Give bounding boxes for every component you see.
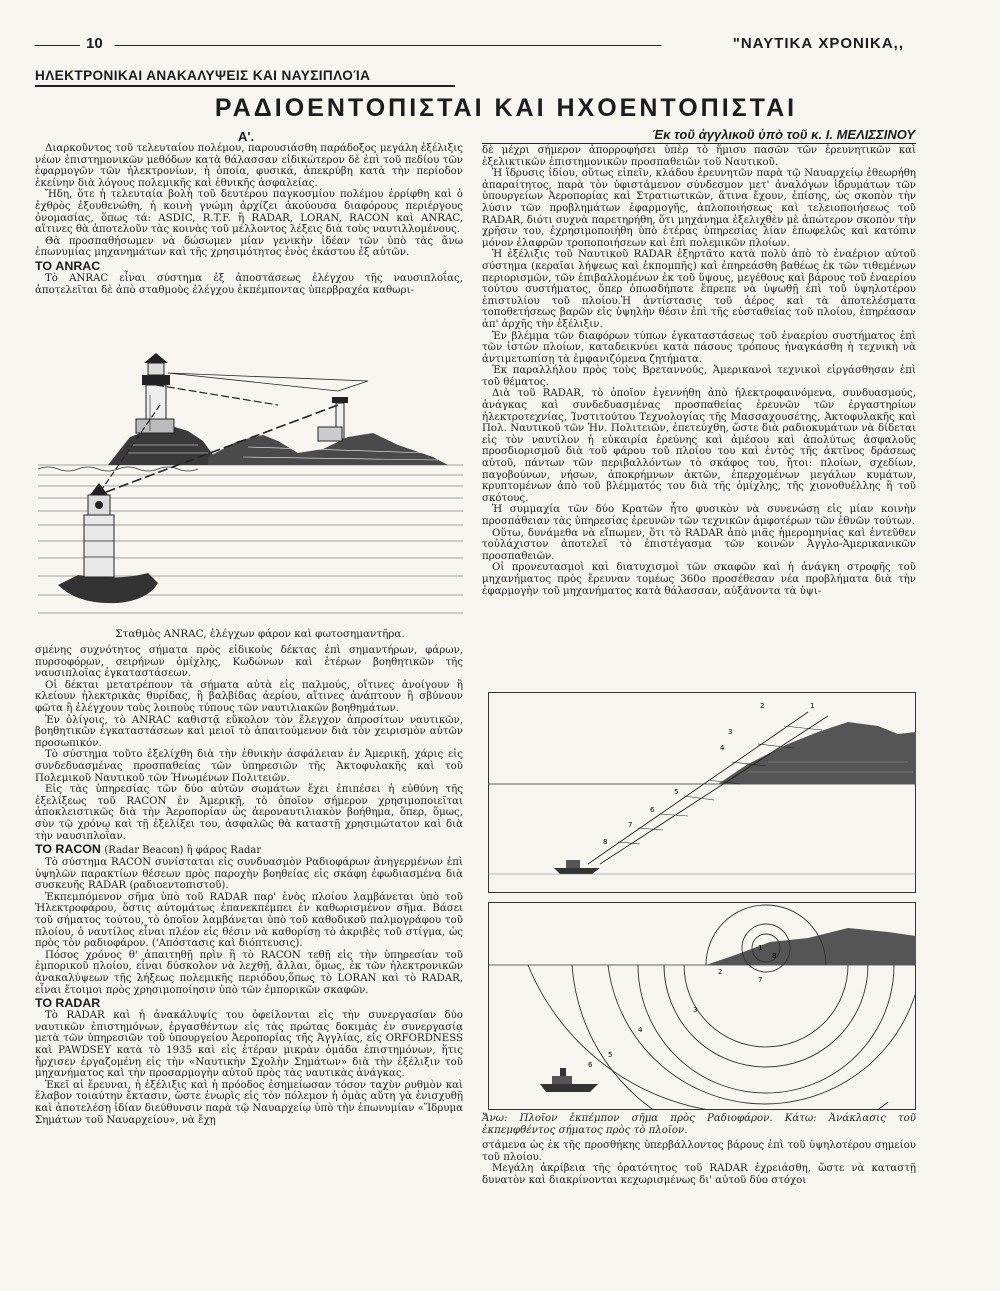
- radar-diagrams: [488, 692, 916, 1110]
- page-number: 10: [86, 35, 103, 52]
- diagram-label: 1: [810, 702, 815, 710]
- anrac-station-illustration: [38, 345, 463, 625]
- paragraph: Ἐν ὀλίγοις, τὸ ANRAC καθιστᾷ εὔκολον τὸν ἔλεγχον ἀπροσίτων ναυτικῶν, βοηθητικῶν ἐγκαταστάσεων καὶ μειοῖ τὸ ἀπαιτούμενον διὰ τὸν χειρισμὸν αὐτῶν προσωπικόν.: [35, 714, 463, 749]
- paragraph: Τὸ ANRAC εἶναι σύστημα ἐξ ἀποστάσεως ἐλέγχου τῆς ναυσιπλοΐας, ἀποτελεῖται δὲ ἀπὸ σταθμοὺς ἐλέγχου ἐκπέμποντας ὑπερβραχέα καθωρι-: [35, 272, 463, 296]
- diagram-label: 5: [608, 1051, 613, 1059]
- paragraph: Εἰς τὰς ὑπηρεσίας τῶν δύο αὐτῶν σωμάτων ἔχει ἐπιπέσει ἡ εὐθύνη τῆς ἐξελίξεως τοῦ RACON ἐν Ἀμερικῇ, τὸ ὁποῖον σήμερον χρησιμοποιεῖται ἀποκλειστικῶς διὰ τὴν Ἀεροπορίαν ὡς ἀεροναυτιλιακὸν βοήθημα, ὅπερ, ὅμως, σὺν τῷ χρόνῳ καὶ τῇ ἐξελίξει του, ἀσφαλῶς θὰ καταστῇ χρησιμώτατον καὶ διὰ τὴν ναυσιπλοΐαν.: [35, 784, 463, 842]
- paragraph: Ἡ συμμαχία τῶν δύο Κρατῶν ἦτο φυσικὸν νὰ συνενώσῃ εἰς μίαν κοινὴν προσπάθειαν τὰς ὑπηρεσίας ἐρευνῶν τῶν τεχνικῶν ἀμφοτέρων τῶν ἐθνῶν τούτων.: [482, 504, 916, 527]
- caption-text: Ἄνω: Πλοῖον ἐκπέμπον σῆμα πρὸς Ραδιοφάρον. Κάτω: Ἀνάκλασις τοῦ ἐκπεμφθέντος σήματος πρὸς τὸ πλοῖον.: [482, 1113, 916, 1136]
- journal-title: "ΝΑΥΤΙΚΑ ΧΡΟΝΙΚΑ,,: [732, 35, 904, 52]
- byline-rule: [482, 143, 916, 144]
- paragraph: δὲ μέχρι σήμερον ἀπορροφήσει ὑπὲρ τὸ ἥμισυ πασῶν τῶν ἐρευνητικῶν καὶ ἐξελικτικῶν ἐπιστημονικῶν προσπαθειῶν τοῦ Ναυτικοῦ.: [482, 145, 916, 168]
- diagram-label: 1: [758, 944, 763, 952]
- paragraph: Ἐκ παραλλήλου πρὸς τοὺς Βρεταννούς, Ἀμερικανοὶ τεχνικοὶ εἰργάσθησαν ἐπὶ τοῦ θέματος.: [482, 365, 916, 388]
- heading-racon-text: ΤΟ RACON: [35, 842, 101, 857]
- part-number: Α'.: [238, 129, 255, 144]
- heading-racon-note: (Radar Beacon) ἢ φάρος Radar: [104, 845, 262, 857]
- paragraph: Ἐκπεμπόμενον σῆμα ὑπὸ τοῦ RADAR παρ' ἑνὸς πλοίου λαμβάνεται ὑπὸ τοῦ Ἠλεκτροφάρου, ὅστις αὐτομάτως ἐπανεκπέμπει ἐν καθωρισμένον σῆμα. Βάσει τοῦ σήματος τούτου, τὸ ὁποῖον λαμβάνεται ὑπὸ τοῦ καθοδικοῦ παλμογράφου τοῦ πλοίου, ὁ ναυτίλος εἶναι πλέον εἰς θέσιν νὰ καθορίσῃ τὸ ἀκριβὲς τοῦ στίγμα, ὡς πρὸς τὸν ραδιοφάρον. ('Απόστασις καὶ διόπτευσις).: [35, 891, 463, 950]
- diagram-label: 3: [693, 1006, 698, 1014]
- byline: Έκ τοῦ ἀγγλικοῦ ὑπὸ τοῦ κ. Ι. ΜΕΛΙΣΣΙΝΟΥ: [652, 127, 915, 142]
- header-rule-middle: [115, 45, 661, 46]
- paragraph: Ἐν βλέμμα τῶν διαφόρων τύπων ἐγκαταστάσεως τοῦ ἐναερίου συστήματος ἐπὶ τῶν ἱστῶν πλοίων, καταδεικνύει κατὰ πάσους τρόπους ἠναγκάσθη ἡ τεχνικὴ νὰ ἀντιμετωπίσῃ τὰ ἐμφανιζόμενα ζητήματα.: [482, 330, 916, 365]
- paragraph: Τὸ σύστημα RACON συνίσταται εἰς συνδυασμὸν Ραδιοφάρων ἀνηγερμένων ἐπὶ ὑψηλῶν παρακτίων θέσεων πρὸς παροχὴν βοηθείας εἰς σκάφη ἐφωδιασμένα διὰ συσκευῆς RADAR (ραδιοεντοπιστοῦ).: [35, 857, 463, 892]
- figure-caption-radar: [482, 1113, 916, 1187]
- paragraph: Διὰ τοῦ RADAR, τὸ ὁποῖον ἐγεννήθη ἀπὸ ἠλεκτροφαινόμενα, συνδυασμούς, ἀνάγκας καὶ συνδεδυασμένας προσπαθείας ἐρευνῶν τῶν ἐργαστηρίων ἠλεκτροτεχνίας, Ἰνστιτούτου Τεχνολογίας τῆς Μασσαχουσέτης, Ἀκτοφυλακῆς καὶ Πολ. Ναυτικοῦ τῶν Ἡν. Πολιτειῶν, ἐπετεύχθη, ὥστε διὰ ραδιοκυμάτων νὰ δίδεται εἰς τὸν ναυτίλον ἡ εὐκαιρία ἐρεύνης καὶ ἀμέσου καὶ ἀπολύτως ἀσφαλοῦς προσδιορισμοῦ διὰ τοῦ φάρου τοῦ πλοίου του καὶ ἐντὸς τῆς ἀκτῖνος δράσεως αὐτοῦ, πάντων τῶν περιβαλλόντων τὸ σκάφος του, ἤτοι: πλοίων, σχεδίων, παγοβούνων, νήσων, ἀποκρήμνων ἀκτῶν, ἐπερχομένων μεγάλων κυμάτων, κρυπτομένων ἀπὸ τοῦ βλέμματός του διὰ τῆς ὀμίχλης, τῆς χιονοθυέλλης ἢ τοῦ σκότους.: [482, 388, 916, 504]
- column-2-body: [482, 145, 916, 597]
- paragraph: Διαρκοῦντος τοῦ τελευταίου πολέμου, παρουσιάσθη παράδοξος μεγάλη ἐξέλιξις νέων ἐπιστημονικῶν μεθόδων κατὰ θάλασσαν εἰδικώτερον δὲ ἐπὶ τοῦ πεδίου τῶν ἐφαρμογῶν τῶν ἠλεκτρονίων, ἡ ὁποία, φυσικά, ἀπεκρύβη κατὰ τὴν περίοδον ἐκείνην διὰ λόγους πολεμικῆς καὶ ἐθνικῆς ἀσφαλείας.: [35, 143, 463, 189]
- heading-radar: ΤΟ RADAR: [35, 996, 101, 1011]
- paragraph: σμένης συχνότητος σήματα πρὸς εἰδικοὺς δέκτας ἐπὶ σημαντήρων, φάρων, πυρσοφόρων, σειρήνων ὀμίχλης, Κωδώνων καὶ ἑτέρων βοηθητικῶν τῆς ναυσιπλοΐας ἐγκαταστάσεων.: [35, 645, 463, 680]
- paragraph: Ἐκεῖ αἱ ἔρευναι, ἡ ἐξέλιξις καὶ ἡ πρόοδος ἐσημείωσαν τόσον ταχὺν ρυθμὸν καὶ ἔλαβον τοιαύτην ἔκτασιν, ὥστε ἐνωρὶς εἰς τὸν πόλεμον ἡ ὁμὰς αὕτη γὰ ἐνισχυθῇ καὶ ἀποτελέσῃ ἰδίαν διεύθυνσιν παρὰ τῷ Ναυαρχείῳ ὑπὸ τὴν ἐπωνυμίαν «Ἵδρυμα Σημάτων τοῦ Ναυαρχείου», νὰ ἔχῃ: [35, 1079, 463, 1126]
- diagram-label: 4: [638, 1026, 643, 1034]
- article-title: ΡΑΔΙΟΕΝΤΟΠΙΣΤΑΙ ΚΑΙ ΗΧΟΕΝΤΟΠΙΣΤΑΙ: [214, 94, 798, 122]
- diagram-label: 2: [718, 968, 723, 976]
- diagram-label: 2: [760, 702, 765, 710]
- column-1-body: [35, 645, 463, 1126]
- heading-racon: [35, 843, 463, 857]
- diagram-label: 7: [628, 821, 633, 829]
- heading-anrac: ΤΟ ANRAC: [35, 258, 101, 273]
- figure-caption-anrac: Σταθμὸς ANRAC, ἐλέγχων φάρον καὶ φωτοσημαντῆρα.: [115, 628, 405, 640]
- paragraph: Τὸ σύστημα τοῦτο ἐξελίχθη διὰ τὴν ἐθνικὴν ἀσφάλειαν ἐν Ἀμερικῇ, χάρις εἰς συνδεδυασμένας προσπαθείας τῶν ὑπηρεσιῶν τῆς Ἀκτοφυλακῆς καὶ τοῦ Πολεμικοῦ Ναυτικοῦ τῶν Ἡνωμένων Πολιτειῶν.: [35, 749, 463, 784]
- diagram-label: 8: [772, 952, 777, 960]
- diagram-label: 8: [603, 838, 608, 846]
- paragraph: Οἱ δέκται μετατρέπουν τὰ σήματα αὐτὰ εἰς παλμούς, οἵτινες ἀνοίγουν ἢ κλείουν ἠλεκτρικὰς θυρίδας, ἢ βαλβίδας ἀερίου, αἵτινες ἀνάπτουν ἢ σβύνουν φῶτα ἢ ἐλέγχουν τοὺς λοιποὺς τύπους τῶν ναυτιλιακῶν βοηθημάτων.: [35, 679, 463, 714]
- paragraph: Θὰ προσπαθήσωμεν νὰ δώσωμεν μίαν γενικὴν ἰδέαν τῶν ὑπὸ τὰς ἄνω ἐπωνυμίας μηχανημάτων καὶ τῆς χρησιμότητος ἑνὸς ἑκάστου ἐξ αὐτῶν.: [35, 235, 463, 259]
- diagram-label: 6: [650, 806, 655, 814]
- column-1-intro: [35, 143, 463, 296]
- paragraph: Οὕτω, δυνάμεθα νὰ εἴπωμεν, ὅτι τὸ RADAR ἀπὸ μιᾶς ἡμερομηνίας καὶ ἐντεῦθεν τοὐλάχιστον ἀποτελεῖ τὸ ἐπιστέγασμα τῶν κοινῶν Ἀγγλο-Ἀμερικανικῶν προσπαθειῶν.: [482, 527, 916, 562]
- paragraph: Πόσος χρόνος θ' ἀπαιτηθῇ πρὶν ἢ τὸ RACON τεθῇ εἰς τὴν ὑπηρεσίαν τοῦ ἐμπορικοῦ πλοίου, εἶναι δύσκολον νὰ λεχθῇ, ἄλλαι, ὅμως, ἐκ τῶν ἠλεκτρονικῶν ἀνακαλύψεων τῆς λήξεως πολεμικῆς περιόδου,ὅπως τὸ LORAN καὶ τὸ RADAR, εἶναι ἕτοιμοι πρὸς χρησιμοποίησιν ὑπὸ τῶν ἐμπορικῶν σκαφῶν.: [35, 949, 463, 996]
- paragraph: στάμενα ὡς ἐκ τῆς προσθήκης ὑπερβάλλοντος βάρους ἐπὶ τοῦ ὑψηλοτέρου σημείου τοῦ πλοίου.: [482, 1140, 916, 1163]
- header-rule-left: [35, 45, 80, 46]
- paragraph: Ἤδη, ὅτε ἡ τελευταία βολὴ τοῦ δευτέρου παγκοσμίου πολέμου ἐρρίφθη καὶ ὁ ἐχθρὸς ἐξουθενώθη, ἡ κοινὴ γνώμη ἀρχίζει ἀκούουσα διαφόρους περιέργους ὀνομασίας, ὅπως τά: ASDIC, R.T.F. ἢ RADAR, LORAN, RACON καὶ ANRAC, αἵτινες θὰ ἀποτελοῦν τὰς κοινὰς τοῦ μέλλοντος λέξεις διὰ τοὺς ναυτιλλομένους.: [35, 189, 463, 236]
- diagram-label: 7: [758, 976, 763, 984]
- diagram-label: 4: [720, 744, 725, 752]
- paragraph: Οἱ προνευτασμοὶ καὶ διατυχισμοὶ τῶν σκαφῶν καὶ ἡ ἀνάγκη στροφῆς τοῦ μηχανήματος πρὸς ἔρευναν τομέως 360ο προσέθεσαν νέα προβλήματα διὰ τὴν ἐφαρμογὴν τοῦ μηχανήματος κατὰ θάλασσαν, αὐξάνοντα τὰ ὑψι-: [482, 562, 916, 597]
- paragraph: Ἡ ἐξέλιξις τοῦ Ναυτικοῦ RADAR ἐξηρτᾶτο κατὰ πολὺ ἀπὸ τὸ ἐναέριον αὐτοῦ σύστημα (κεραῖαι λήψεως καὶ ἐκπομπῆς) καὶ ἐπηρεάσθη βαθέως ἐκ τῶν τιθεμένων περιορισμῶν, τῶν ἐπιβαλλομένων ἐκ τοῦ ὕψους, μεγέθους καὶ βάρους τοῦ ἐναερίου τούτου συστήματος, ὅπερ ὁπωσδήποτε ἔπρεπε νὰ ὑψωθῇ ἐπὶ τοῦ ὑψηλοτέρου ἐπιστυλίου τοῦ πλοίου.Ἡ ἀντίστασις τοῦ ἀέρος καὶ τὰ ἀποτελέσματα τοποθετήσεως βαρῶν εἰς ὑψηλὴν θέσιν ἐπὶ τῆς εὐσταθείας τοῦ πλοίου, ἐπηρέασαν ἀπ' ἀρχῆς τὴν ἐξέλιξιν.: [482, 249, 916, 330]
- paragraph: Μεγάλη ἀκρίβεια τῆς ὁρατότητος τοῦ RADAR ἐχρειάσθη, ὥστε νὰ καταστῇ δυνατὸν καὶ διακρίνονται κεχωρισμένως δι' αὐτοῦ δύο στόχοι: [482, 1163, 916, 1186]
- diagram-label: 5: [674, 788, 679, 796]
- diagram-label: 3: [728, 728, 733, 736]
- diagram-label: 6: [588, 1061, 593, 1069]
- paragraph: Ἡ ἵδρυσις ἰδίου, οὕτως εἰπεῖν, κλάδου ἐρευνητῶν παρὰ τῷ Ναυαρχείῳ ἐθεωρήθη ἀπαραίτητος, παρὰ τὸν ὑφιστάμενον σύνδεσμον μετ' ἀναλόγων ἱδρυμάτων τῶν ὑπουργείων Ἀεροπορίας καὶ Στρατιωτικῶν, ἅτινα ἔχουν, ἐπίσης, ὡς σκοπὸν τὴν λύσιν τῶν προβλημάτων ἐφαρμογῆς, ἁπλοποιήσεως καὶ τελειοποιήσεως τοῦ RADAR, διότι συχνὰ παρετηρήθη, ὅτι μηχάνημα ἐξελιχθὲν μὲ ἀπώτερον σκοπὸν τὴν χρῆσιν του, ἐχρησιμοποιήθη ὑπὸ ἑτέρας ὑπηρεσίας λίαν ἐπωφελῶς καὶ κατόπιν μόνον ἐλαφρῶν τροποποιήσεων καὶ ἐπὶ πολεμικῶν πλοίων.: [482, 168, 916, 249]
- section-title: ΗΛΕΚΤΡΟΝΙΚΑΙ ΑΝΑΚΑΛΥΨΕΙΣ ΚΑΙ ΝΑΥΣΙΠΛΟΊΑ: [35, 68, 455, 87]
- paragraph: Τὸ RADAR καὶ ἡ ἀνακάλυψίς του ὀφείλονται εἰς τὴν συνεργασίαν δύο ναυτικῶν ἐπιστημόνων, ἐργασθέντων εἰς τὰς πρώτας δοκιμὰς ἐν συνεργασίᾳ μετὰ τῶν ὑπηρεσιῶν τοῦ ὑπουργείου Ἀεροπορίας τῆς Ἀγγλίας, εἰς ORFORDNESS καὶ PAWDSEY κατὰ τὸ 1935 καὶ εἰς ἑτέραν μικρὰν ὁμάδα ἐπιστημόνων, ἥτις ἤρχισεν ἐργαζομένη εἰς τὴν «Ναυτικὴν Σχολὴν Σημάτων» διὰ τὴν ἐξέλιξιν τοῦ μηχανήματος καὶ τὴν προσαρμογὴν αὐτοῦ πρὸς τὰς ναυτικὰς ἀνάγκας.: [35, 1010, 463, 1080]
